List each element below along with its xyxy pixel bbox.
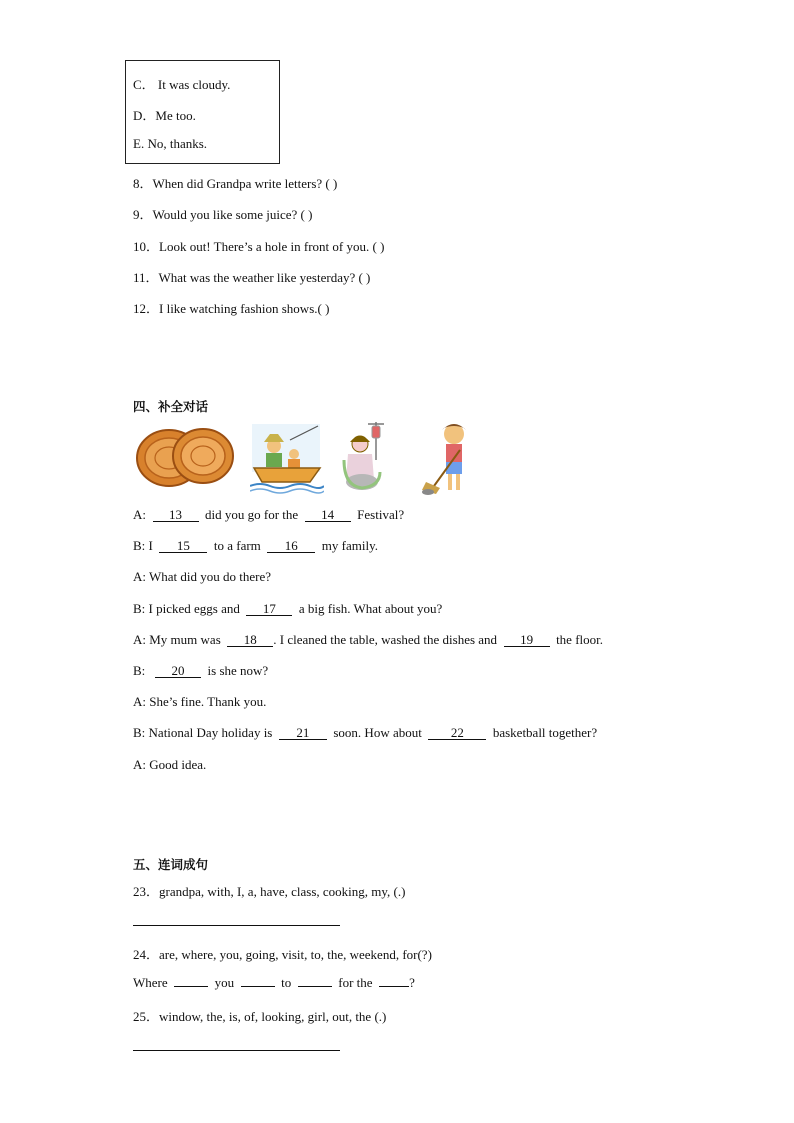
dialogue-line-6: B: 20 is she now? — [133, 663, 269, 678]
blank-24-d[interactable] — [379, 986, 409, 987]
blank-17[interactable]: 17 — [246, 602, 292, 616]
blank-14[interactable]: 14 — [305, 508, 351, 522]
blank-21[interactable]: 21 — [279, 726, 327, 740]
question-24-frame: Where you to for the ? — [133, 975, 415, 990]
option-d: D．Me too. — [133, 108, 196, 123]
blank-24-c[interactable] — [298, 986, 332, 987]
blank-19[interactable]: 19 — [504, 633, 550, 647]
dialogue-line-1: A: 13 did you go for the 14 Festival? — [133, 507, 405, 522]
blank-24-b[interactable] — [241, 986, 275, 987]
section-4-heading: 四、补全对话 — [133, 399, 209, 414]
blank-16[interactable]: 16 — [267, 539, 315, 553]
blank-13[interactable]: 13 — [153, 508, 199, 522]
blank-20[interactable]: 20 — [155, 664, 201, 678]
question-25: 25．window, the, is, of, looking, girl, out, the (.) — [133, 1009, 387, 1024]
question-8: 8．When did Grandpa write letters? ( ) — [133, 176, 338, 191]
dialogue-line-8: B: National Day holiday is 21 soon. How about 22 basketball together? — [133, 725, 598, 740]
section-5-heading: 五、连词成句 — [133, 857, 209, 872]
dialogue-line-7: A: She’s fine. Thank you. — [133, 694, 267, 709]
sick-girl-image — [340, 420, 392, 494]
dialogue-line-5: A: My mum was 18 . I cleaned the table, washed the dishes and 19 the floor. — [133, 632, 603, 647]
mooncakes-image — [135, 425, 235, 489]
dialogue-line-2: B: I 15 to a farm 16 my family. — [133, 538, 378, 553]
answer-line-23[interactable] — [133, 925, 340, 926]
blank-22[interactable]: 22 — [428, 726, 486, 740]
blank-24-a[interactable] — [174, 986, 208, 987]
fishing-boat-image — [250, 422, 324, 494]
dialogue-line-3: A: What did you do there? — [133, 569, 272, 584]
question-24: 24．are, where, you, going, visit, to, the, weekend, for(?) — [133, 947, 432, 962]
blank-18[interactable]: 18 — [227, 633, 273, 647]
question-11: 11．What was the weather like yesterday? ( ) — [133, 270, 371, 285]
boy-sweeping-image — [420, 420, 478, 496]
question-12: 12．I like watching fashion shows.( ) — [133, 301, 330, 316]
question-10: 10．Look out! There’s a hole in front of you. ( ) — [133, 239, 385, 254]
dialogue-line-9: A: Good idea. — [133, 757, 207, 772]
option-e: E. No, thanks. — [133, 136, 208, 151]
question-9: 9．Would you like some juice? ( ) — [133, 207, 313, 222]
question-23: 23．grandpa, with, I, a, have, class, cooking, my, (.) — [133, 884, 406, 899]
blank-15[interactable]: 15 — [159, 539, 207, 553]
dialogue-line-4: B: I picked eggs and 17 a big fish. What about you? — [133, 601, 443, 616]
option-c: C． It was cloudy. — [133, 77, 231, 92]
answer-line-25[interactable] — [133, 1050, 340, 1051]
